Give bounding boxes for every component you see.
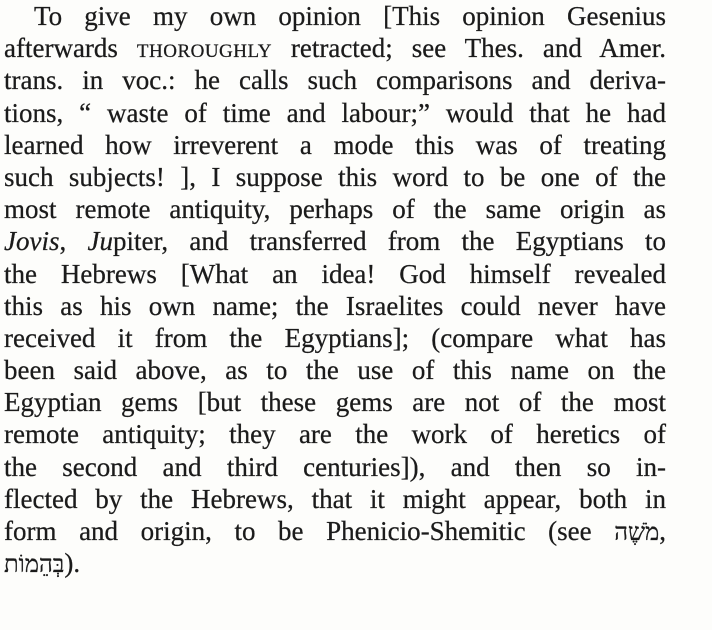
text-line [4,193,666,225]
text-line [4,418,666,450]
text-segment: Egyptian gems [but these gems are not of the most [4,387,666,418]
hebrew-word: בְּהֵמוֹת [4,550,65,579]
text-segment: the second and third centuries]), and then so in- [4,451,666,482]
text-line [4,129,666,161]
text-line [4,64,666,96]
next-line-bleed [60,618,620,630]
text-segment: this as his own name; the Israelites could never have [4,290,666,321]
text-segment: learned how irreverent a mode this was of treating [4,129,666,160]
text-segment: most remote antiquity, perhaps of the same origin as [4,194,666,225]
text-segment: retracted; see Thes. and Amer. [271,33,667,64]
text-segment: tions, “ waste of time and labour;” would that he had [4,97,666,128]
hebrew-word: מֹשֶׁה [614,518,660,546]
text-line [4,97,666,129]
text-segment: received it from the Egyptians]; (compare what has [4,322,666,353]
text-segment: piter, and transferred from the Egyptians to [112,226,667,257]
text-line [4,258,666,290]
italic-text: Jovis [4,226,60,257]
text-segment: flected by the Hebrews, that it might appear, both in [4,483,666,514]
text-line [4,161,666,193]
text-line [4,354,666,386]
text-segment: been said above, as to the use of this name on the [4,355,666,386]
body-text-paragraph [4,0,666,579]
text-line [4,290,666,322]
text-segment: ). [64,548,81,579]
text-line [4,386,666,418]
text-segment: afterwards [4,33,137,64]
text-line [4,0,666,32]
italic-text: Ju [87,226,113,257]
text-segment: , [59,226,88,257]
small-caps-text: THOROUGHLY [136,41,272,63]
text-segment: remote antiquity; they are the work of heretics of [4,419,666,450]
text-segment: trans. in voc.: he calls such comparisons and deriva- [4,65,666,96]
text-segment: the Hebrews [What an idea! God himself revealed [4,258,666,289]
text-line [4,483,666,515]
text-line [4,225,666,257]
text-line [4,515,666,547]
text-line [4,547,666,579]
text-segment: form and origin, to be Phenicio-Shemitic (see [4,516,615,546]
text-segment: To give my own opinion [This opinion Gesenius [34,1,666,31]
text-segment: such subjects! ], I suppose this word to be one of the [4,161,666,192]
text-line [4,322,666,354]
text-segment: , [659,516,666,546]
text-line [4,32,666,64]
text-line [4,451,666,483]
